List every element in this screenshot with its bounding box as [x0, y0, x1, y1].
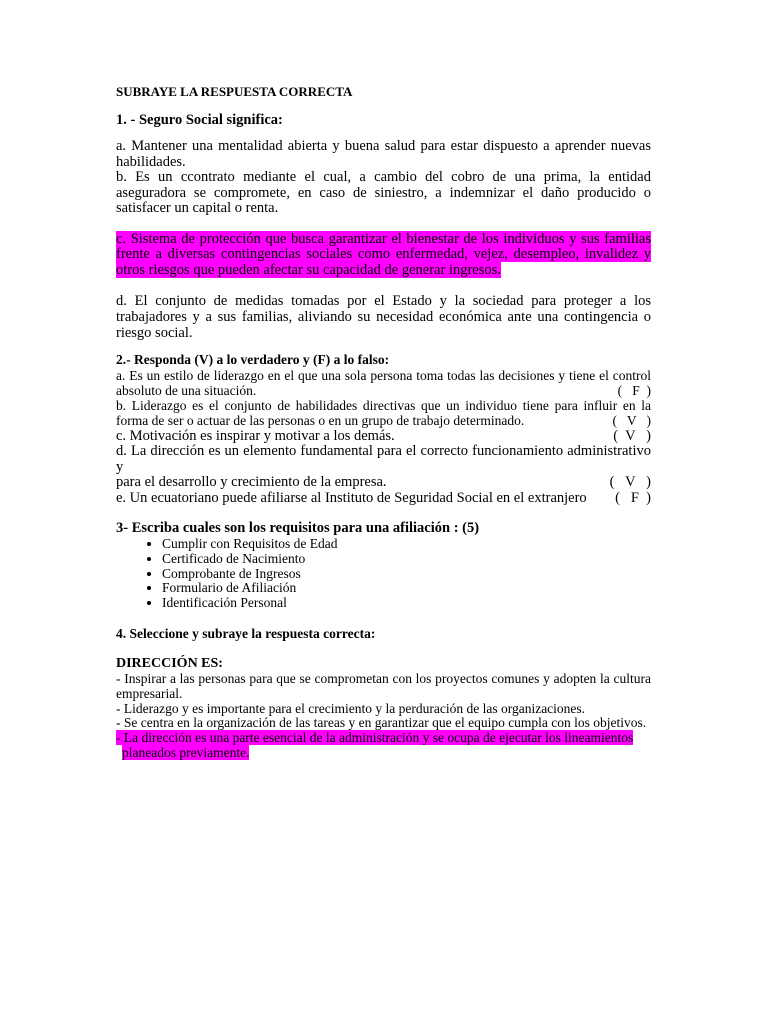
q2-item-d — [116, 444, 651, 491]
q2-item-c-line: c. Motivación es inspirar y motivar a los demás. — [116, 428, 395, 444]
q1-option-c-highlight: c. Sistema de protección que busca garantizar el bienestar de los individuos y sus familias frente a diversas contingencias sociales como enfermedad, vejez, desempleo, invalidez y otros riesgos que pueden afectar su capacidad de generar ingresos. — [116, 230, 651, 278]
q4-option-2: - Liderazgo y es importante para el crecimiento y la perduración de las organizaciones. — [116, 700, 586, 716]
list-item: • Certificado de Nacimiento — [162, 552, 651, 567]
list-item: • Formulario de Afiliación — [162, 581, 651, 596]
q4-option-4-highlight-line2: planeados previamente. — [122, 744, 250, 760]
q2-item-a — [116, 368, 651, 398]
q2-item-c-answer: ( V ) — [613, 428, 651, 444]
q2-item-d-line1: d. La dirección es un elemento fundamental para el correcto funcionamiento administrativo y — [116, 443, 651, 475]
q2-item-b — [116, 398, 651, 428]
document-page — [116, 84, 651, 761]
q2-item-a-answer: ( F ) — [617, 383, 651, 398]
q2-title: 2.- Responda (V) a lo verdadero y (F) a lo falso: — [116, 352, 390, 367]
q3-list — [116, 537, 651, 611]
q4-subtitle: DIRECCIÓN ES: — [116, 655, 223, 671]
q2-item-e — [116, 491, 651, 507]
q4-option-1: - Inspirar a las personas para que se comprometan con los proyectos comunes y adopten la cultura empresarial. — [116, 670, 651, 701]
q4-option-3: - Se centra en la organización de las tareas y en garantizar que el equipo cumpla con los objetivos. — [116, 715, 647, 731]
q4-option-4-highlight-line1: - La dirección es una parte esencial de la administración y se ocupa de ejecutar los lineamientos — [116, 730, 634, 746]
q4-title: 4. Seleccione y subraye la respuesta correcta: — [116, 625, 376, 641]
q1-option-d: d. El conjunto de medidas tomadas por el Estado y la sociedad para proteger a los trabajadores y a sus familias, aliviando su necesidad económica ante una contingencia o riesgo social. — [116, 293, 651, 341]
q2-item-b-line1: b. Liderazgo es el conjunto de habilidades directivas que un individuo tiene para influir en la — [116, 398, 651, 413]
list-item: • Identificación Personal — [162, 596, 651, 611]
q4-option-4 — [116, 731, 651, 746]
q2-item-e-line: e. Un ecuatoriano puede afiliarse al Instituto de Seguridad Social en el extranjero — [116, 489, 587, 506]
q2-item-c — [116, 428, 651, 444]
q1-title: 1. - Seguro Social significa: — [116, 112, 283, 128]
q1-option-c — [116, 232, 651, 279]
q3-title: 3- Escriba cuales son los requisitos para una afiliación : (5) — [116, 520, 480, 536]
q2-item-b-answer: ( V ) — [612, 413, 651, 428]
q2-item-a-line2: absoluto de una situación. — [116, 383, 257, 398]
page-title: SUBRAYE LA RESPUESTA CORRECTA — [116, 84, 353, 99]
q1-option-b: b. Es un ccontrato mediante el cual, a cambio del cobro de una prima, la entidad aseguradora se compromete, en caso de siniestro, a indemnizar el daño producido o satisfacer un capital o renta. — [116, 169, 651, 216]
q2-item-b-line2: forma de ser o actuar de las personas o en un grupo de trabajo determinado. — [116, 413, 525, 428]
q4-options — [116, 672, 651, 761]
q2-item-a-line1: a. Es un estilo de liderazgo en el que una sola persona toma todas las decisiones y tiene el control — [116, 368, 651, 383]
list-item: • Cumplir con Requisitos de Edad — [162, 537, 651, 552]
q1-option-a: a. Mantener una mentalidad abierta y buena salud para estar dispuesto a aprender nuevas habilidades. — [116, 138, 651, 170]
list-item: • Comprobante de Ingresos — [162, 567, 651, 582]
q2-item-e-answer: ( F ) — [615, 489, 651, 506]
q2-item-d-line2: para el desarrollo y crecimiento de la empresa. — [116, 474, 387, 490]
q2-item-d-answer: ( V ) — [609, 474, 651, 490]
q4-option-4-cont — [116, 746, 651, 761]
